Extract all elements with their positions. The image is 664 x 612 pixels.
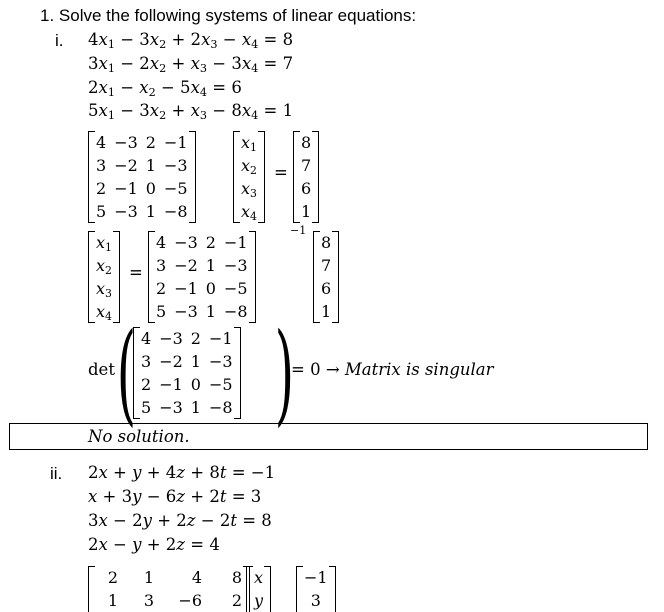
equation-ii-3: 3x − 2y + 2z − 2t = 8 [88,511,272,530]
equals-sign-1: = [274,163,288,182]
inverse-exponent: −1 [290,224,307,237]
equation-i-1: $4x_1 - 3x_2 + 2x_3 - x_4 = 8$ [88,30,294,52]
equation-i-2: $3x_1 - 2x_2 + x_3 - 3x_4 = 7$ [88,54,294,76]
answer-text: No solution. [88,427,190,446]
equation-i-3: $2x_1 - x_2 - 5x_4 = 6$ [88,78,242,100]
det-statement [291,360,494,379]
rhs-vector-2: 8 7 6 1 [313,231,339,323]
equals-sign-2: = [129,263,143,282]
coefficient-matrix-1: 4 −3 2 −1 3 −2 1 −3 2 −1 0 −5 5 −3 1 −8 [88,131,196,223]
problem-header [40,6,416,26]
determinant-matrix: 4 −3 2 −1 3 −2 1 −3 2 −1 0 −5 5 −3 1 −8 [133,327,241,419]
problem-title: Solve the following systems of linear equations: [58,6,417,25]
right-paren: ) [274,309,295,437]
left-paren: ( [116,309,137,437]
equation-i-4: $5x_1 - 3x_2 + x_3 - 8x_4 = 1$ [88,101,294,123]
unknowns-vector-ii: x y [246,566,271,612]
unknowns-vector-2: $x_1$ $x_2$ $x_3$ $x_4$ [88,231,120,323]
part-ii-label: ii. [50,464,63,483]
problem-number: 1. [40,6,55,25]
rhs-vector-ii: −1 3 [296,566,336,612]
equation-ii-1: 2x + y + 4z + 8t = −1 [88,463,276,482]
coefficient-matrix-2: 4 −3 2 −1 3 −2 1 −3 2 −1 0 −5 5 −3 1 −8 [148,231,256,323]
unknowns-vector-1: $x_1$ $x_2$ $x_3$ $x_4$ [233,131,265,223]
det-result: = 0 → [291,360,340,379]
rhs-vector-1: 8 7 6 1 [293,131,319,223]
equation-ii-2: x + 3y − 6z + 2t = 3 [88,487,262,506]
part-i-label: i. [55,31,64,50]
det-conclusion: Matrix is singular [344,360,494,379]
equation-ii-4: 2x − y + 2z = 4 [88,535,220,554]
det-label: det [88,360,115,379]
coefficient-matrix-ii: 2 1 4 8 1 3 −6 2 [88,566,250,612]
